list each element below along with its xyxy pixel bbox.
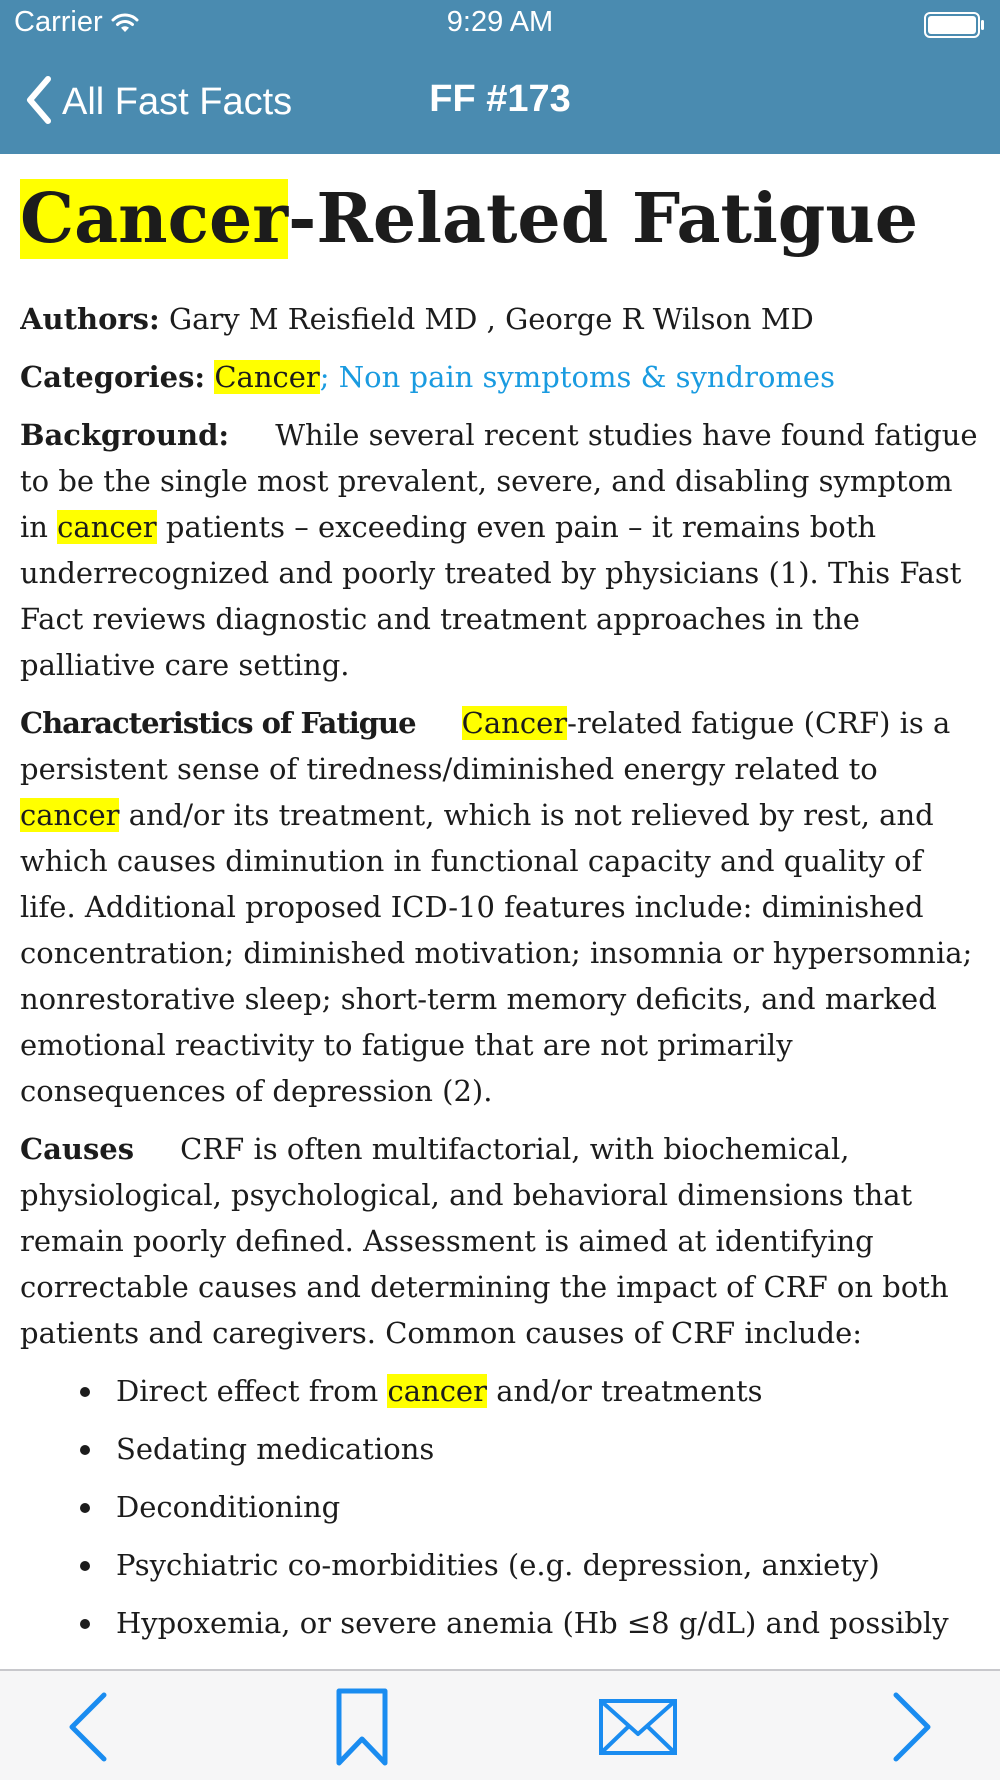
list-item	[20, 1542, 980, 1588]
category-link-non-pain[interactable]: ; Non pain symptoms & syndromes	[319, 360, 835, 394]
background-highlight: cancer	[57, 510, 157, 544]
carrier-label: Carrier	[14, 6, 103, 38]
list-item	[20, 1600, 980, 1646]
bullet-2-text: Sedating medications	[116, 1432, 435, 1466]
background-text-a: While several recent studies have found fatigue to be the single most prevalent, severe, and disabling symptom in	[20, 418, 978, 544]
email-button[interactable]	[598, 1687, 678, 1767]
list-item	[20, 1426, 980, 1472]
causes-list	[20, 1368, 980, 1646]
characteristics-label: Characteristics of Fatigue	[20, 706, 416, 740]
characteristics-text-a: -related fatigue (CRF) is a persistent sense of tiredness/diminished energy related to	[20, 706, 951, 786]
authors-value: Gary M Reisfield MD , George R Wilson MD	[168, 302, 814, 336]
title-rest: -Related Fatigue	[288, 179, 919, 259]
categories-label: Categories:	[20, 360, 206, 394]
bookmark-button[interactable]	[322, 1687, 402, 1767]
characteristics-paragraph	[20, 700, 980, 1114]
list-item	[20, 1368, 980, 1414]
category-cancer: Cancer	[214, 360, 320, 394]
characteristics-highlight-2: cancer	[20, 798, 120, 832]
previous-button[interactable]	[48, 1687, 128, 1767]
battery-icon	[924, 12, 986, 38]
status-time: 9:29 AM	[446, 6, 554, 38]
bullet-4-text: Psychiatric co-morbidities (e.g. depression, anxiety)	[116, 1548, 880, 1582]
nav-title: FF #173	[429, 78, 571, 120]
bullet-dot	[80, 1387, 90, 1397]
back-button-label: All Fast Facts	[62, 80, 293, 123]
bullet-5-text: Hypoxemia, or severe anemia (Hb ≤8 g/dL) and possibly	[116, 1606, 949, 1640]
characteristics-text-b: and/or its treatment, which is not relieved by rest, and which causes diminution in functional capacity and quality of life. Additional proposed ICD-10 features include: diminished concentration; diminished motivation; insomnia or hypersomnia; nonrestorative sleep; short-term memory deficits, and marked emotional reactivity to fatigue that are not primarily consequences of depression (2).	[20, 798, 973, 1108]
navigation-bar	[0, 0, 1000, 154]
categories-line	[20, 354, 980, 400]
background-paragraph	[20, 412, 980, 688]
background-text-b: patients – exceeding even pain – it remains both underrecognized and poorly treated by physicians (1). This Fast Fact reviews diagnostic and treatment approaches in the palliative care setting.	[20, 510, 962, 682]
bullet-1-text-a: Direct effect from	[116, 1374, 379, 1408]
next-button[interactable]	[872, 1687, 952, 1767]
bullet-1-text-b: and/or treatments	[496, 1374, 763, 1408]
causes-text: CRF is often multifactorial, with biochemical, physiological, psychological, and behavioral dimensions that remain poorly defined. Assessment is aimed at identifying correctable causes and determining the impact of CRF on both patients and caregivers. Common causes of CRF include:	[20, 1132, 949, 1350]
bookmark-icon	[334, 1687, 390, 1767]
background-label: Background:	[20, 418, 230, 452]
title-highlight: Cancer	[20, 179, 289, 259]
bullet-dot	[80, 1561, 90, 1571]
article-content[interactable]	[20, 154, 980, 1669]
authors-line	[20, 296, 980, 342]
bottom-toolbar	[0, 1669, 1000, 1780]
characteristics-highlight-1: Cancer	[461, 706, 568, 740]
bullet-dot	[80, 1503, 90, 1513]
causes-paragraph	[20, 1126, 980, 1356]
bullet-dot	[80, 1445, 90, 1455]
chevron-left-icon	[66, 1691, 110, 1763]
bullet-1-highlight: cancer	[387, 1374, 487, 1408]
article-title	[20, 178, 980, 260]
causes-label: Causes	[20, 1132, 135, 1166]
authors-label: Authors:	[20, 302, 160, 336]
list-item	[20, 1484, 980, 1530]
mail-icon	[598, 1698, 678, 1756]
chevron-right-icon	[890, 1691, 934, 1763]
bullet-3-text: Deconditioning	[116, 1490, 341, 1524]
bullet-dot	[80, 1619, 90, 1629]
